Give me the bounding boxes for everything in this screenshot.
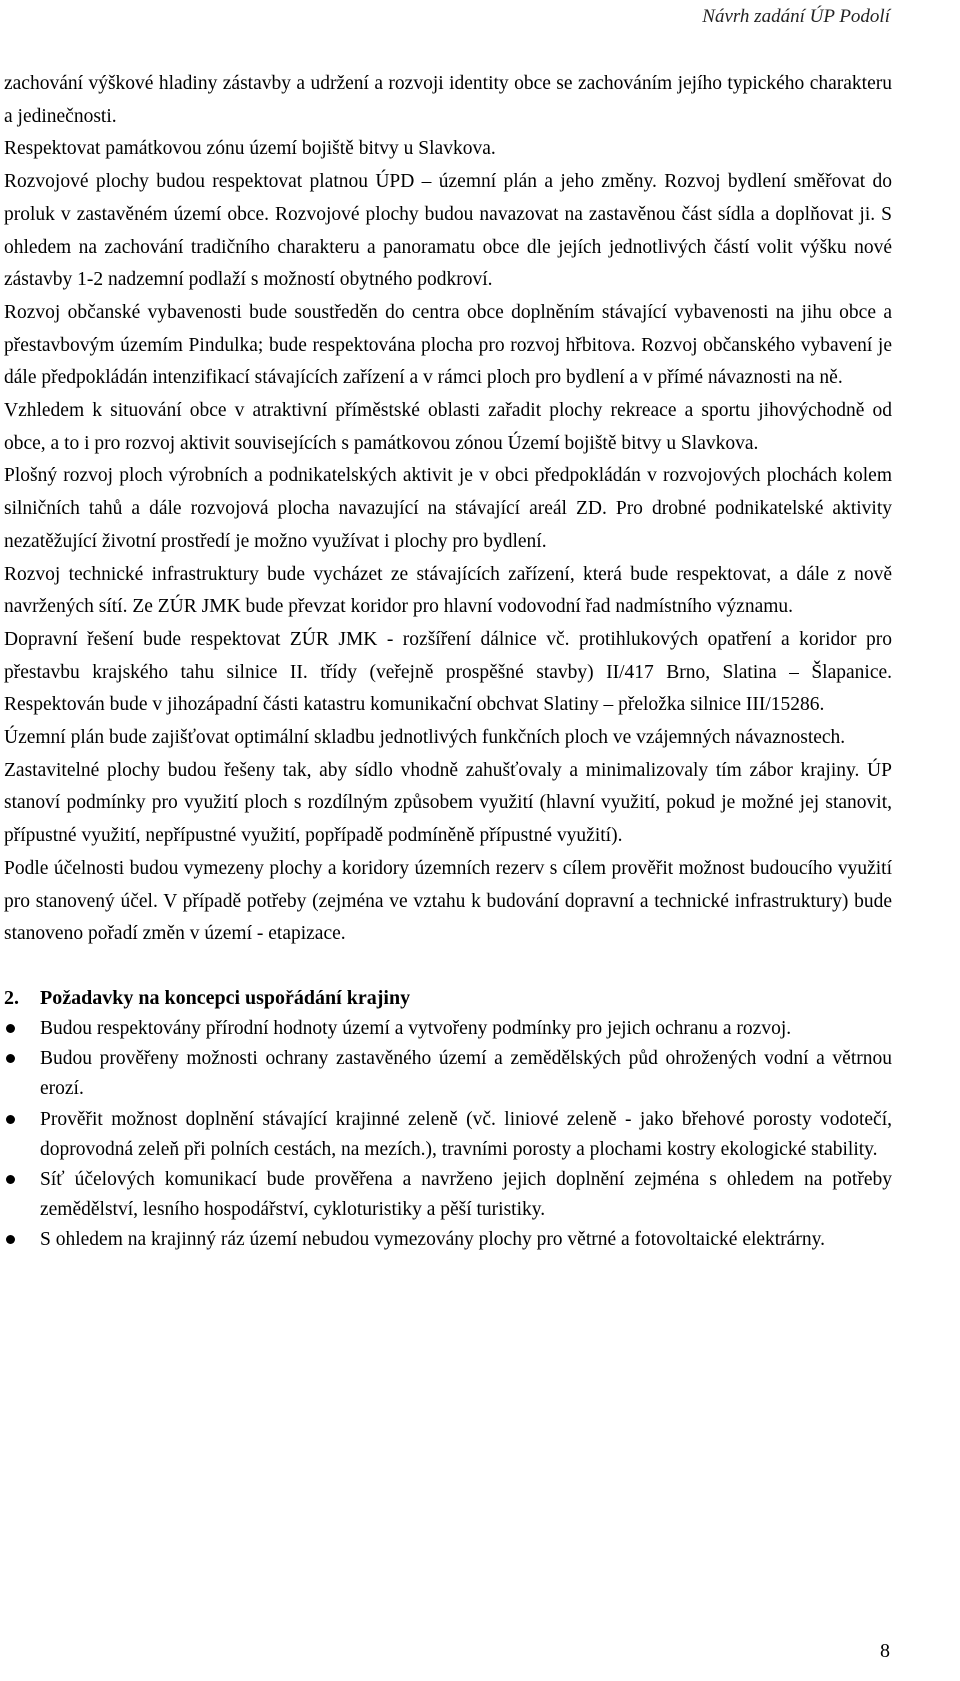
paragraph: Rozvojové plochy budou respektovat platnou ÚPD – územní plán a jeho změny. Rozvoj bydlení směřovat do proluk v zastavěném území obce. Rozvojové plochy budou navazovat na zastavěnou část sídla a doplňovat ji. S ohledem na zachování tradičního charakteru a panoramatu obce dle jejích jednotlivých částí volit výšku nové zástavby 1-2 nadzemní podlaží s možností obytného podkroví. [4, 171, 892, 291]
list-item-text: Prověřit možnost doplnění stávající krajinné zeleně (vč. liniové zeleně - jako břehové porosty vodotečí, doprovodná zeleň při polních cestách, na mezích.), travními porosty a plochami kostry ekologické stability. [40, 1108, 892, 1160]
document-body [4, 68, 892, 1256]
bullet-icon [6, 1054, 15, 1063]
section-number: 2. [4, 986, 19, 1009]
running-header-title: Návrh zadání ÚP Podolí [702, 6, 890, 27]
list-item [4, 1165, 892, 1225]
page-number: 8 [880, 1640, 890, 1662]
bullet-icon [6, 1235, 15, 1244]
bullet-list [4, 1014, 892, 1256]
bullet-icon [6, 1175, 15, 1184]
paragraph: Dopravní řešení bude respektovat ZÚR JMK - rozšíření dálnice vč. protihlukových opatření a koridor pro přestavbu krajského tahu silnice II. třídy (veřejně prospěšné stavby) II/417 Brno, Slatina – Šlapanice. Respektován bude v jihozápadní části katastru komunikační obchvat Slatiny – přeložka silnice III/15286. [4, 628, 892, 716]
list-item-text: Síť účelových komunikací bude prověřena a navrženo jejich doplnění zejména s ohledem na potřeby zemědělství, lesního hospodářství, cykloturistiky a pěší turistiky. [40, 1169, 892, 1221]
list-item [4, 1225, 892, 1255]
paragraph: zachování výškové hladiny zástavby a udržení a rozvoji identity obce se zachováním jejího typického charakteru a jedinečnosti. [4, 73, 892, 127]
list-item-text: Budou respektovány přírodní hodnoty území a vytvořeny podmínky pro jejich ochranu a rozvoj. [40, 1017, 792, 1039]
paragraph: Respektovat památkovou zónu území bojiště bitvy u Slavkova. [4, 138, 496, 160]
list-item [4, 1014, 892, 1044]
section-heading [4, 982, 892, 1014]
paragraph: Podle účelnosti budou vymezeny plochy a koridory územních rezerv s cílem prověřit možnost budoucího využití pro stanovený účel. V případě potřeby (zejména ve vztahu k budování dopravní a technické infrastruktury) bude stanoveno pořadí změn v území - etapizace. [4, 857, 892, 945]
list-item [4, 1105, 892, 1165]
list-item-text: S ohledem na krajinný ráz území nebudou vymezovány plochy pro větrné a fotovoltaické elektrárny. [40, 1229, 825, 1251]
paragraph: Zastavitelné plochy budou řešeny tak, aby sídlo vhodně zahušťovaly a minimalizovaly tím zábor krajiny. ÚP stanoví podmínky pro využití ploch s rozdílným způsobem využití (hlavní využití, pokud je možné jej stanovit, přípustné využití, nepřípustné využití, popřípadě podmíněně přípustné využití). [4, 759, 892, 847]
paragraph: Plošný rozvoj ploch výrobních a podnikatelských aktivit je v obci předpokládán v rozvojových plochách kolem silničních tahů a dále rozvojová plocha navazující na stávající areál ZD. Pro drobné podnikatelské aktivity nezatěžující životní prostředí je možno využívat i plochy pro bydlení. [4, 465, 892, 552]
paragraph: Rozvoj občanské vybavenosti bude soustředěn do centra obce doplněním stávající vybavenosti na jihu obce a přestavbovým územím Pindulka; bude respektována plocha pro rozvoj hřbitova. Rozvoj občanského vybavení je dále předpokládán intenzifikací stávajících zařízení a v rámci ploch pro bydlení a v přímé návaznosti na ně. [4, 301, 892, 389]
bullet-icon [6, 1024, 15, 1033]
section-title: Požadavky na koncepci uspořádání krajiny [40, 986, 411, 1009]
paragraph: Územní plán bude zajišťovat optimální skladbu jednotlivých funkčních ploch ve vzájemných návaznostech. [4, 727, 846, 749]
paragraph: Rozvoj technické infrastruktury bude vycházet ze stávajících zařízení, která bude respektovat, a dále z nově navržených sítí. Ze ZÚR JMK bude převzat koridor pro hlavní vodovodní řad nadmístního významu. [4, 563, 892, 618]
list-item [4, 1044, 892, 1104]
paragraph: Vzhledem k situování obce v atraktivní příměstské oblasti zařadit plochy rekreace a sportu jihovýchodně od obce, a to i pro rozvoj aktivit souvisejících s památkovou zónou Území bojiště bitvy u Slavkova. [4, 400, 892, 454]
list-item-text: Budou prověřeny možnosti ochrany zastavěného území a zemědělských půd ohrožených vodní a větrnou erozí. [40, 1048, 892, 1100]
bullet-icon [6, 1115, 15, 1124]
